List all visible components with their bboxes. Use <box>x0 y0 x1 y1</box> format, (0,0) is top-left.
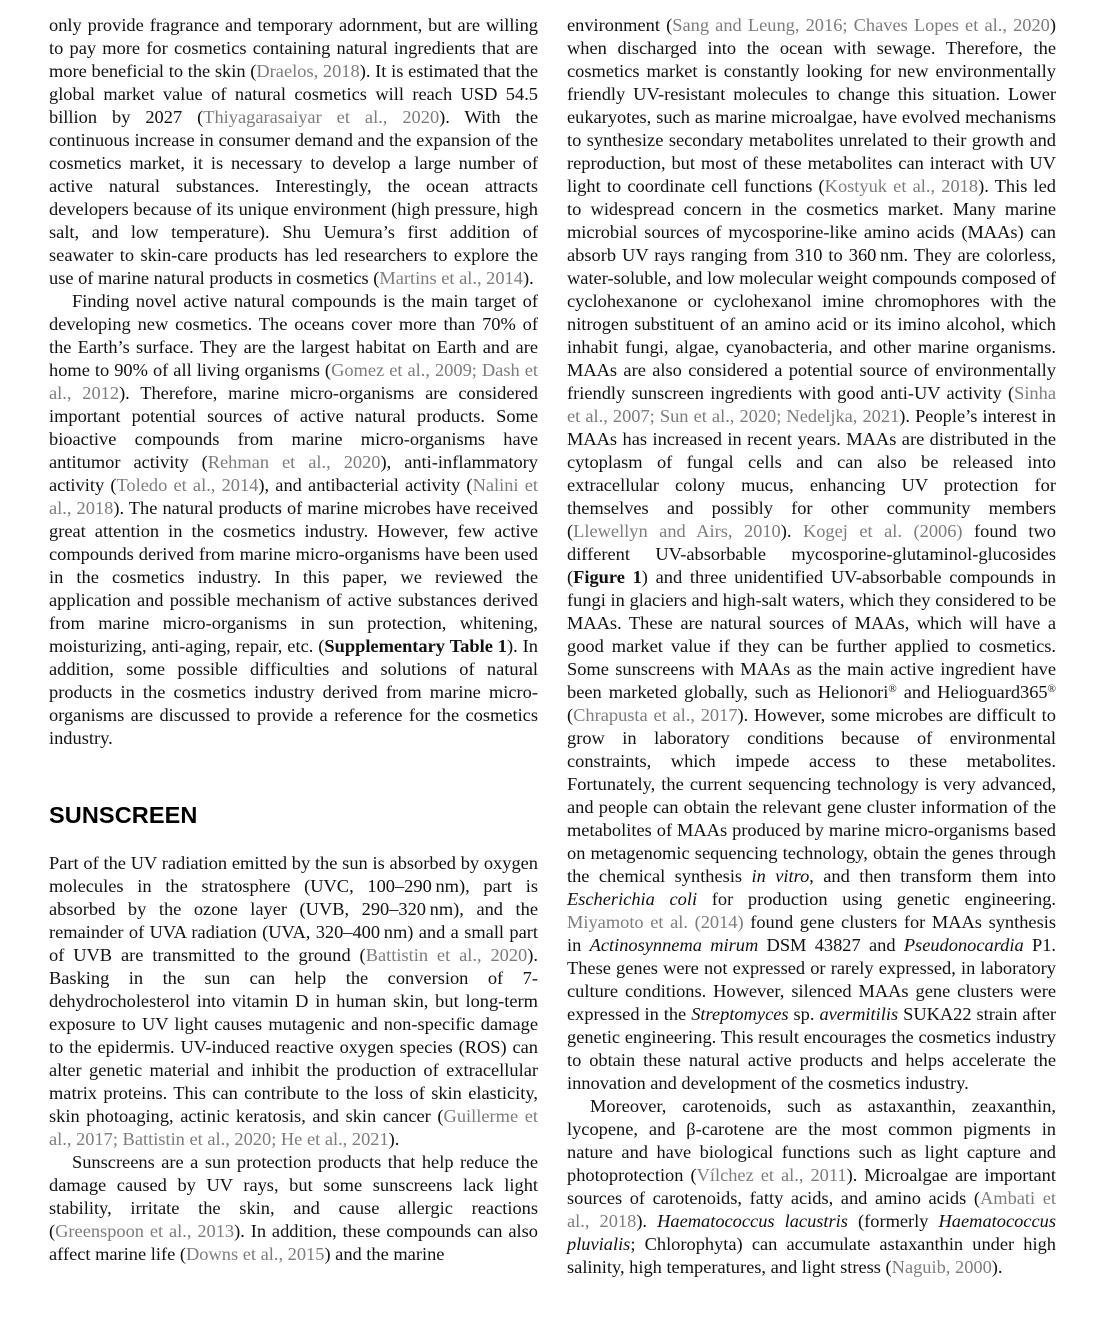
citation-link[interactable]: Guillerme et al., 2017; Battistin et al., 2020; He et al., 2021 <box>49 1106 538 1149</box>
text-run: , and then transform them into <box>809 866 1056 886</box>
body-paragraph <box>49 290 538 750</box>
left-column <box>49 14 538 1266</box>
text-run: ). However, some microbes are difficult to grow in laboratory conditions because of environmental constraints, which impede access to these metabolites. Fortunately, the current sequencing technology is very advanced, and people can obtain the relevant gene cluster information of the metabolites of MAAs produced by marine micro-organisms based on metagenomic sequencing technology, obtain the genes through the chemical synthesis <box>567 705 1056 886</box>
text-run: ). With the continuous increase in consumer demand and the expansion of the cosmetics market, it is necessary to develop a large number of active natural substances. Interestingly, the ocean attracts developers because of its unique environment (high pressure, high salt, and low temperature). Shu Uemura’s first addition of seawater to skin-care products has led researchers to explore the use of marine natural products in cosmetics ( <box>49 107 538 288</box>
citation-link[interactable]: Chrapusta et al., 2017 <box>573 705 738 725</box>
text-run: ). <box>522 268 534 288</box>
text-run: Moreover, carotenoids, such as astaxanthin, zeaxanthin, lycopene, and β-carotene are the most common pigments in nature and have biological functions such as light capture and photoprotection ( <box>567 1096 1056 1185</box>
bold-reference[interactable]: Supplementary Table 1 <box>324 636 508 656</box>
body-paragraph <box>567 14 1056 1095</box>
text-run: ) and the marine <box>324 1244 445 1264</box>
citation-link[interactable]: Martins et al., 2014 <box>379 268 523 288</box>
text-run: for production using genetic engineering. <box>697 889 1057 909</box>
text-run: ) and three unidentified UV-absorbable compounds in fungi in glaciers and high-salt waters, which they considered to be MAAs. These are natural sources of MAAs, which will have a good market value if they can be further applied to cosmetics. Some sunscreens with MAAs as the main active ingredient have been marketed globally, such as Helionori <box>567 567 1056 702</box>
italic-term: Pseudonocardia <box>903 935 1024 955</box>
citation-link[interactable]: Sang and Leung, 2016; Chaves Lopes et al., 2020 <box>672 15 1050 35</box>
text-run: ). In addition, some possible difficulties and solutions of natural products in the cosmetics industry derived from marine micro-organisms are discussed to provide a reference for the cosmetics industry. <box>49 636 539 748</box>
registered-mark: ® <box>1047 683 1056 695</box>
italic-term: in vitro <box>751 866 810 886</box>
citation-link[interactable]: Gomez et al., 2009; Dash et al., 2012 <box>49 360 538 403</box>
italic-term: Escherichia coli <box>567 889 698 909</box>
text-run: ). This led to widespread concern in the cosmetics market. Many marine microbial sources of mycosporine-like amino acids (MAAs) can absorb UV rays ranging from 310 to 360 nm. They are colorless, water-soluble, and low molecular weight compounds composed of cyclohexanone or cyclohexanol imine chromophores with the nitrogen substituent of an amino acid or its imino alcohol, which inhabit fungi, algae, cyanobacteria, and other marine organisms. MAAs are also considered a potential source of environmentally friendly sunscreen ingredients with good anti-UV activity ( <box>567 176 1056 403</box>
citation-link[interactable]: Ambati et al., 2018 <box>567 1188 1056 1231</box>
text-run: ). <box>636 1211 658 1231</box>
text-run: ). In addition, these compounds can also affect marine life ( <box>49 1221 538 1264</box>
text-run: found two different UV-absorbable mycosporine-glutaminol-glucosides ( <box>567 521 1056 587</box>
body-paragraph <box>49 1151 538 1266</box>
text-run: P1. These genes were not expressed or rarely expressed, in laboratory culture conditions. However, silenced MAAs gene clusters were expressed in the <box>567 935 1056 1024</box>
text-run: ). People’s interest in MAAs has increased in recent years. MAAs are distributed in the cytoplasm of fungal cells and can also be released into extracellular colony mucus, enhancing UV protection for themselves and possibly for other community members ( <box>567 406 1056 541</box>
italic-term: Streptomyces <box>691 1004 789 1024</box>
text-run: SUKA22 strain after genetic engineering. This result encourages the cosmetics industry to obtain these natural active products and helps accelerate the innovation and development of the cosmetics industry. <box>567 1004 1057 1093</box>
citation-link[interactable]: Llewellyn and Airs, 2010 <box>573 521 781 541</box>
citation-link[interactable]: Battistin et al., 2020 <box>365 945 528 965</box>
text-run: Part of the UV radiation emitted by the sun is absorbed by oxygen molecules in the stratosphere (UVC, 100–290 nm), part is absorbed by the ozone layer (UVB, 290–320 nm), and the remainder of UVA radiation (UVA, 320–400 nm) and a small part of UVB are transmitted to the ground ( <box>49 853 538 965</box>
citation-link[interactable]: Sinha et al., 2007; Sun et al., 2020; Nedeljka, 2021 <box>567 383 1056 426</box>
text-run: only provide fragrance and temporary adornment, but are willing to pay more for cosmetics containing natural ingredients that are more beneficial to the skin ( <box>49 15 538 81</box>
citation-link[interactable]: Nalini et al., 2018 <box>49 475 538 518</box>
text-run: ). <box>780 521 803 541</box>
body-paragraph <box>567 1095 1056 1279</box>
text-run: ). <box>388 1129 400 1149</box>
bold-reference[interactable]: Figure 1 <box>573 567 642 587</box>
section-heading: SUNSCREEN <box>49 802 198 828</box>
text-run: DSM 43827 and <box>758 935 904 955</box>
body-paragraph <box>49 852 538 1151</box>
citation-link[interactable]: Toledo et al., 2014 <box>116 475 259 495</box>
text-run: environment ( <box>567 15 673 35</box>
registered-mark: ® <box>888 683 897 695</box>
citation-link[interactable]: Greenspoon et al., 2013 <box>55 1221 235 1241</box>
text-run: ), anti-inflammatory activity ( <box>49 452 538 495</box>
text-run: ). Therefore, marine micro-organisms are considered important potential sources of active natural products. Some bioactive compounds from marine micro-organisms have antitumor activity ( <box>49 383 538 472</box>
text-run: (formerly <box>847 1211 939 1231</box>
citation-link[interactable]: Downs et al., 2015 <box>186 1244 325 1264</box>
text-run: Sunscreens are a sun protection products that help reduce the damage caused by UV rays, but some sunscreens lack light stability, irritate the skin, and cause allergic reactions ( <box>49 1152 538 1241</box>
italic-term: Haematococcus lacustris <box>657 1211 848 1231</box>
text-run: ), and antibacterial activity ( <box>258 475 473 495</box>
right-column <box>567 14 1056 1279</box>
text-run: found gene clusters for MAAs synthesis in <box>567 912 1057 955</box>
citation-link[interactable]: Rehman et al., 2020 <box>207 452 381 472</box>
citation-link[interactable]: Draelos, 2018 <box>256 61 360 81</box>
text-run: ). Microalgae are important sources of carotenoids, fatty acids, and amino acids ( <box>567 1165 1056 1208</box>
text-run: sp. <box>788 1004 820 1024</box>
italic-term: Actinosynnema mirum <box>589 935 759 955</box>
text-run: Finding novel active natural compounds is the main target of developing new cosmetics. The oceans cover more than 70% of the Earth’s surface. They are the largest habitat on Earth and are home to 90% of all living organisms ( <box>49 291 538 380</box>
citation-link[interactable]: Naguib, 2000 <box>891 1257 992 1277</box>
italic-term: avermitilis <box>819 1004 899 1024</box>
text-run: and Helioguard365 <box>896 682 1048 702</box>
citation-link[interactable]: Kostyuk et al., 2018 <box>824 176 979 196</box>
citation-link[interactable]: Miyamoto et al. (2014) <box>567 912 744 932</box>
italic-term: Haematococcus pluvialis <box>567 1211 1056 1254</box>
text-run: ) when discharged into the ocean with sewage. Therefore, the cosmetics market is constantly looking for new environmentally friendly UV-resistant molecules to change this situation. Lower eukaryotes, such as marine microalgae, have evolved mechanisms to synthesize secondary metabolites unrelated to their growth and reproduction, but most of these metabolites can interact with UV light to coordinate cell functions ( <box>567 15 1056 196</box>
text-run: ). <box>991 1257 1003 1277</box>
text-run: ). Basking in the sun can help the conversion of 7-dehydrocholesterol into vitamin D in human skin, but long-term exposure to UV light causes mutagenic and non-specific damage to the epidermis. UV-induced reactive oxygen species (ROS) can alter genetic material and inhibit the production of extracellular matrix proteins. This can contribute to the loss of skin elasticity, skin photoaging, actinic keratosis, and skin cancer ( <box>49 945 538 1126</box>
text-run: ). The natural products of marine microbes have received great attention in the cosmetics industry. However, few active compounds derived from marine micro-organisms have been used in the cosmetics industry. In this paper, we reviewed the application and possible mechanism of active substances derived from marine micro-organisms in sun protection, whitening, moisturizing, anti-aging, repair, etc. ( <box>49 498 539 656</box>
citation-link[interactable]: Vílchez et al., 2011 <box>696 1165 847 1185</box>
citation-link[interactable]: Thiyagarasaiyar et al., 2020 <box>203 107 440 127</box>
body-paragraph <box>49 14 538 290</box>
text-run: ). It is estimated that the global market value of natural cosmetics will reach USD 54.5 billion by 2027 ( <box>49 61 539 127</box>
citation-link[interactable]: Kogej et al. (2006) <box>802 521 963 541</box>
text-run: ( <box>567 705 574 725</box>
text-run: ; Chlorophyta) can accumulate astaxanthin under high salinity, high temperatures, and light stress ( <box>567 1234 1056 1277</box>
